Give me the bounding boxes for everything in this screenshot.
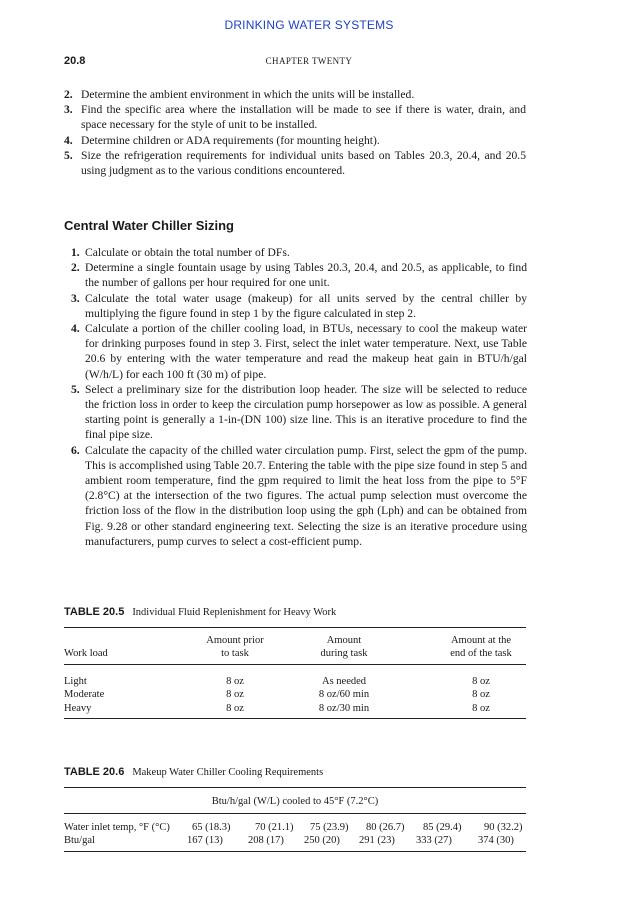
table-number: TABLE 20.6 (64, 766, 125, 778)
col-header-during-2: during task (320, 648, 368, 659)
list-item: 3. Calculate the total water usage (makeup) for all units served by the central chiller by multiplying the figure found in step 1 by the figure calculated in step 2. (71, 291, 527, 320)
list-item: 2. Determine the ambient environment in which the units will be installed. (64, 88, 415, 101)
table-bottom-rule (64, 851, 526, 852)
list-item: 6. Calculate the capacity of the chilled water circulation pump. First, select the gpm of the pump. This is accomplished using Table 20.7. Entering the table with the pipe size found in step 5 and ambient room temperature, find the gpm required to limit the heat loss from the pipe to 5°F (2.8°C) at the intersection of the two figures. The actual pump selection must overcome the friction loss of the flow in the distribution loop using the gph (Lph) and can be obtained from Fig. 9.28 or other standard engineering text. Selecting the size is an iterative procedure using manufacturers, pump curves to select a cost-efficient pump. (71, 443, 527, 548)
table-20-5-caption (64, 606, 336, 618)
list-item: 3. Find the specific area where the installation will be made to see if there is water, drain, and space necessary for the style of unit to be installed. (64, 103, 526, 132)
steps-list-top (64, 87, 526, 178)
table-header-rule (64, 664, 526, 665)
table-top-rule (64, 787, 526, 788)
page-number: 20.8 (64, 55, 86, 67)
list-item: 5. Select a preliminary size for the distribution loop header. The size will be selected to reduce the friction loss in order to keep the circulation pump horsepower as low as possible. A general starting point is generally a 1-in-(DN 100) size line. This is an iterative procedure to find the final pipe size. (71, 382, 527, 442)
chapter-title: CHAPTER TWENTY (265, 56, 353, 66)
col-header-during-1: Amount (326, 635, 362, 646)
list-item: 1. Calculate or obtain the total number of DFs. (71, 246, 290, 259)
col-header-prior-2: to task (221, 648, 249, 659)
col-header-end-1: Amount at the (450, 635, 512, 646)
table-20-6-caption (64, 766, 323, 778)
table-top-rule (64, 627, 526, 628)
list-item: 2. Determine a single fountain usage by using Tables 20.3, 20.4, and 20.5, as applicable, to find the number of gallons per hour required for one unit. (71, 261, 527, 290)
table-header-rule (64, 813, 526, 814)
section-heading: Central Water Chiller Sizing (64, 218, 234, 233)
col-header-end-2: end of the task (450, 648, 512, 659)
table-number: TABLE 20.5 (64, 606, 125, 618)
table-spanner: Btu/h/gal (W/L) cooled to 45°F (7.2°C) (211, 796, 379, 807)
running-title: DRINKING WATER SYSTEMS (224, 18, 394, 32)
table-caption: Individual Fluid Replenishment for Heavy Work (132, 607, 337, 618)
table-caption: Makeup Water Chiller Cooling Requirements (132, 767, 324, 778)
chiller-sizing-steps (71, 245, 527, 549)
list-item: 4. Determine children or ADA requirements (for mounting height). (64, 133, 380, 147)
list-item: 4. Calculate a portion of the chiller cooling load, in BTUs, necessary to cool the makeup water for drinking purposes found in step 3. First, select the inlet water temperature. Next, use Table 20.6 by entering with the water temperature and read the makeup heat gain in BTU/h/gal (W/h/L) for each 100 ft (30 m) of pipe. (71, 322, 527, 381)
table-bottom-rule (64, 718, 526, 719)
col-header-prior-1: Amount prior (206, 635, 264, 646)
list-item: 5. Size the refrigeration requirements for individual units based on Tables 20.3, 20.4, and 20.5 using judgment as to the various conditions encountered. (64, 148, 526, 178)
col-header-work-load: Work load (64, 648, 108, 659)
